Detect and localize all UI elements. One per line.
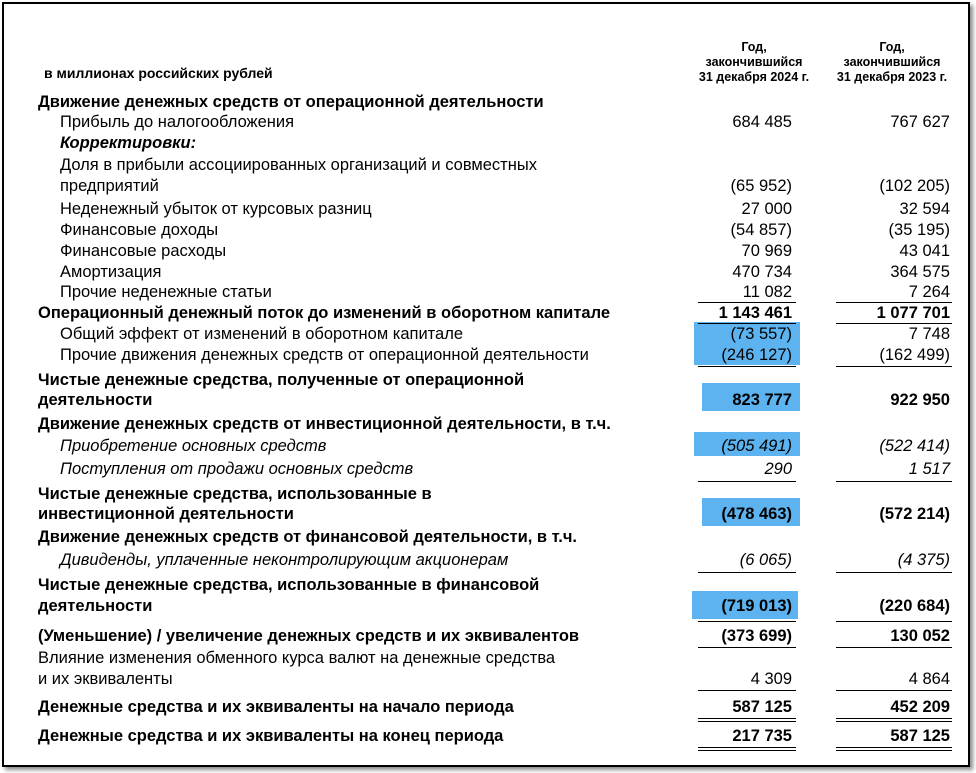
unit-label: в миллионах российских рублей bbox=[44, 65, 273, 81]
rule-2023 bbox=[836, 621, 952, 622]
rule-2023 bbox=[836, 718, 952, 719]
rule-2023 bbox=[836, 481, 952, 482]
rule-2023 bbox=[836, 747, 952, 748]
cash-flow-statement: в миллионах российских рублей Год, закончившийся 31 декабря 2024 г. Год, закончившийся 31 декабря 2023 г. Движение денежных средств от операционной деятельности Прибыль до налогообложения 684 485 767 627 Корректировки: Доля в прибыли ассоциированных организаций и совместных предприятий (65 952) (102 205) Неденежный убыток от курсовых разниц 27 000 32 594 Финансовые доходы (54 857) (35 195) Финансовые расходы 70 969 43 041 Амортизация 470 734 364 575 Прочие неденежные статьи 11 082 7 264 Операционный денежный поток до изменений в оборотном капитале 1 143 461 1 077 701 Общий эффект от изменений в оборотном капитале (73 557) 7 748 Прочие движения денежных средств от операционной деятельности (246 127) (162 499) Чистые денежные средства, полученные от операционной деятельности 823 777 922 950 Движение денежных средств от инвестиционной деятельности, в т.ч. Приобретение основных средств (505 491) (522 414) Поступления от продажи основных средств 290 1 517 Чистые денежные средства, использованные в инвестиционной деятельности (478 463) (572 214) Движение денежных средств от финансовой деятельности, в т.ч. Дивиденды, уплаченные неконтролирующим акционерам (6 065) (4 375) Чистые денежные средства, использованные в финансовой деятельности (719 013) (220 684) (Уменьшение) / увеличение денежных средств и их эквивалентов (373 699) 130 052 Влияние изменения обменного курса валют на денежные средства и их эквиваленты 4 309 4 864 Денежные средства и их эквиваленты на начало периода 587 125 452 209 Денежные средства и их эквиваленты на конец периода 217 735 587 125 bbox=[2, 2, 970, 767]
rule-2024 bbox=[698, 647, 796, 648]
rule-2023 bbox=[836, 647, 952, 648]
rule-2024 bbox=[698, 718, 796, 719]
rule-2024 bbox=[698, 747, 796, 748]
rule-2023 bbox=[836, 721, 952, 722]
rule-2024 bbox=[698, 481, 796, 482]
rule-2024 bbox=[698, 721, 796, 722]
rule-2024 bbox=[698, 572, 796, 573]
rule-2024 bbox=[698, 690, 796, 691]
rule-2024 bbox=[698, 621, 796, 622]
column-header-2024: Год, закончившийся 31 декабря 2024 г. bbox=[698, 40, 810, 84]
rule-2024 bbox=[698, 750, 796, 751]
column-header-2023: Год, закончившийся 31 декабря 2023 г. bbox=[836, 40, 948, 84]
rule-2023 bbox=[836, 366, 952, 367]
rule-2024 bbox=[698, 366, 796, 367]
rule-2023 bbox=[836, 572, 952, 573]
rule-2023 bbox=[836, 690, 952, 691]
rule-2023 bbox=[836, 750, 952, 751]
